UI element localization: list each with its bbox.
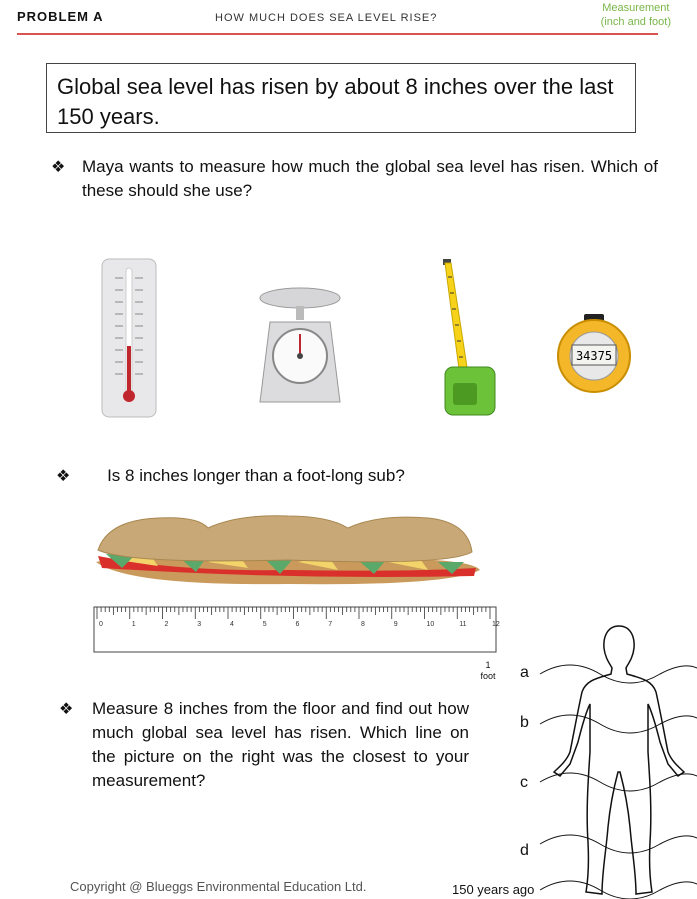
ruler-tick-label: 6 xyxy=(295,621,300,628)
line-label-b: b xyxy=(520,714,529,731)
worksheet-title: HOW MUCH DOES SEA LEVEL RISE? xyxy=(215,12,438,24)
ruler-tick-label: 9 xyxy=(393,621,398,628)
topic-line-2: (inch and foot) xyxy=(600,16,671,28)
header-divider xyxy=(17,33,658,35)
line-label-d: d xyxy=(520,842,529,859)
human-figure-icon xyxy=(540,622,697,899)
line-label-c: c xyxy=(520,774,528,791)
ruler-tick-label: 12 xyxy=(492,621,500,628)
ruler-tick-label: 10 xyxy=(426,621,435,628)
intro-box: Global sea level has risen by about 8 inches over the last 150 years. xyxy=(46,63,636,133)
kitchen-scale-icon xyxy=(256,286,344,408)
ruler-tick-label: 0 xyxy=(99,621,103,628)
foot-label xyxy=(476,660,500,682)
question-2 xyxy=(56,464,405,489)
foot-label-unit: foot xyxy=(480,671,496,681)
bullet-icon: ❖ xyxy=(59,701,74,718)
ruler-icon xyxy=(93,606,498,654)
thermometer-icon xyxy=(101,258,157,418)
topic-label xyxy=(601,1,671,29)
ruler-tick-label: 5 xyxy=(262,621,267,628)
problem-label: PROBLEM A xyxy=(17,9,104,24)
sub-sandwich-icon xyxy=(88,512,488,592)
stopwatch-display: 34375 xyxy=(575,349,613,363)
ruler-tick-label: 11 xyxy=(459,621,467,628)
ruler-tick-label: 8 xyxy=(361,621,365,628)
ruler-tick-label: 2 xyxy=(164,621,169,628)
ruler-tick-label: 4 xyxy=(230,621,234,628)
ruler-tick-label: 1 xyxy=(131,621,136,628)
stopwatch-icon xyxy=(554,312,634,392)
foot-label-number: 1 xyxy=(485,660,491,670)
bottom-line-label: 150 years ago xyxy=(452,882,535,897)
copyright: Copyright @ Blueggs Environmental Education Ltd. xyxy=(70,879,367,894)
ruler-tick-label: 3 xyxy=(197,621,202,628)
tape-measure-icon xyxy=(437,257,499,417)
topic-line-1: Measurement xyxy=(602,2,670,14)
line-label-a: a xyxy=(520,664,529,681)
question-3 xyxy=(59,697,471,790)
question-3-text: Measure 8 inches from the floor and find out how much global sea level has risen. Which line on the picture on the right was the closest to your measurement? xyxy=(92,699,469,790)
bullet-icon: ❖ xyxy=(56,468,71,485)
question-1 xyxy=(51,155,661,200)
ruler-tick-label: 7 xyxy=(328,621,333,628)
question-2-text: Is 8 inches longer than a foot-long sub? xyxy=(107,466,405,485)
question-1-text: Maya wants to measure how much the global sea level has risen. Which of these should she use? xyxy=(82,157,658,200)
bullet-icon: ❖ xyxy=(51,159,66,176)
